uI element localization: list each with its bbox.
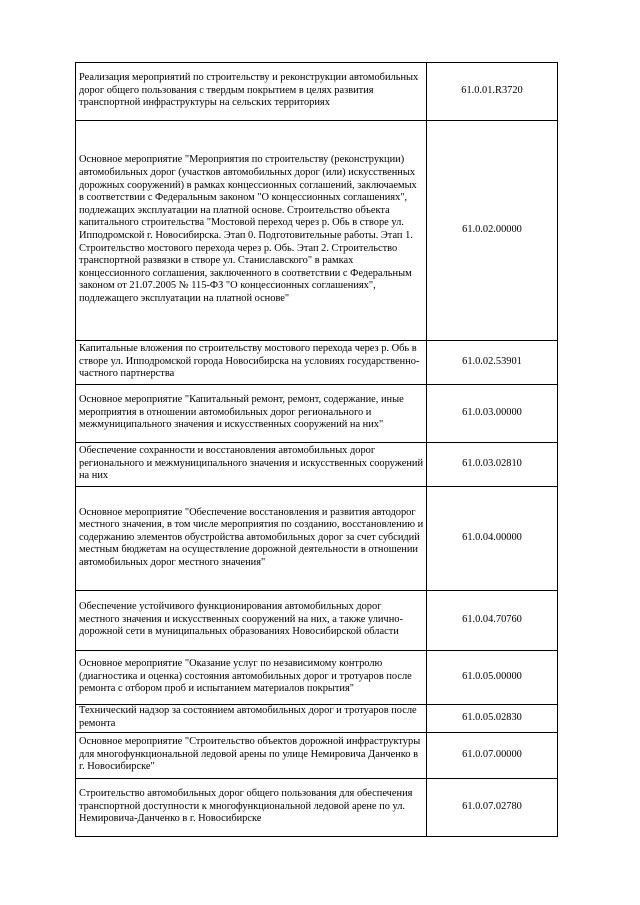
row-name-cell: Строительство автомобильных дорог общего пользования для обеспечения транспортной доступности к многофункциональной ледовой арене по ул. Немировича-Данченко в г. Новосибирске <box>76 779 427 837</box>
row-name-cell: Обеспечение сохранности и восстановления автомобильных дорог регионального и межмуниципального значения и искусственных сооружений на них <box>76 443 427 487</box>
row-name-cell: Основное мероприятие "Капитальный ремонт, ремонт, содержание, иные мероприятия в отношении автомобильных дорог регионального и межмуниципального значения и искусственных сооружений на них" <box>76 385 427 443</box>
row-name-cell: Реализация мероприятий по строительству и реконструкции автомобильных дорог общего пользования с твердым покрытием в целях развития транспортной инфраструктуры на сельских территориях <box>76 63 427 121</box>
row-name-cell: Капитальные вложения по строительству мостового перехода через р. Обь в створе ул. Ипподромской города Новосибирска на условиях государственно-частного партнерства <box>76 341 427 385</box>
budget-classification-table <box>75 62 558 837</box>
row-name-cell: Основное мероприятие "Обеспечение восстановления и развития автодорог местного значения, в том числе мероприятия по созданию, восстановлению и содержанию элементов обустройства автомобильных дорог за счет субсидий местным бюджетам на осуществление дорожной деятельности в отношении автомобильных дорог местного значения" <box>76 487 427 591</box>
table-row <box>76 733 558 779</box>
table-row <box>76 591 558 651</box>
row-name-cell: Основное мероприятие "Мероприятия по строительству (реконструкции) автомобильных дорог (участков автомобильных дорог (или) искусственных дорожных сооружений) в рамках концессионных соглашений, заключаемых в соответствии с Федеральным законом "О концессионных соглашениях", подлежащих эксплуатации на платной основе. Строительство объекта капитального строительства "Мостовой переход через р. Обь в створе ул. Ипподромской г. Новосибирска. Этап 0. Подготовительные работы. Этап 1. Строительство мостового перехода через р. Обь. Этап 2. Строительство транспортной развязки в створе ул. Станиславского" в рамках концессионного соглашения, заключенного в соответствии с Федеральным законом от 21.07.2005 № 115-ФЗ "О концессионных соглашениях", подлежащего эксплуатации на платной основе" <box>76 121 427 341</box>
row-name-cell: Основное мероприятие "Строительство объектов дорожной инфраструктуры для многофункциональной ледовой арены по улице Немировича Данченко в г. Новосибирске" <box>76 733 427 779</box>
row-name-cell: Обеспечение устойчивого функционирования автомобильных дорог местного значения и искусственных сооружений на них, а также улично-дорожной сети в муниципальных образованиях Новосибирской области <box>76 591 427 651</box>
table-row <box>76 63 558 121</box>
table-row <box>76 779 558 837</box>
row-name-cell: Основное мероприятие "Оказание услуг по независимому контролю (диагностика и оценка) состояния автомобильных дорог и тротуаров после ремонта с отбором проб и испытанием материалов покрытия" <box>76 651 427 705</box>
row-code-cell: 61.0.07.00000 <box>427 733 558 779</box>
row-code-cell: 61.0.02.00000 <box>427 121 558 341</box>
table-row <box>76 121 558 341</box>
row-code-cell: 61.0.05.02830 <box>427 705 558 733</box>
row-code-cell: 61.0.03.00000 <box>427 385 558 443</box>
table-body <box>76 63 558 837</box>
row-code-cell: 61.0.04.70760 <box>427 591 558 651</box>
table-row <box>76 443 558 487</box>
row-code-cell: 61.0.07.02780 <box>427 779 558 837</box>
table-row <box>76 651 558 705</box>
row-code-cell: 61.0.02.53901 <box>427 341 558 385</box>
row-name-cell: Технический надзор за состоянием автомобильных дорог и тротуаров после ремонта <box>76 705 427 733</box>
row-code-cell: 61.0.01.R3720 <box>427 63 558 121</box>
row-code-cell: 61.0.05.00000 <box>427 651 558 705</box>
table-row <box>76 705 558 733</box>
table-row <box>76 487 558 591</box>
row-code-cell: 61.0.03.02810 <box>427 443 558 487</box>
row-code-cell: 61.0.04.00000 <box>427 487 558 591</box>
table-row <box>76 341 558 385</box>
table-row <box>76 385 558 443</box>
